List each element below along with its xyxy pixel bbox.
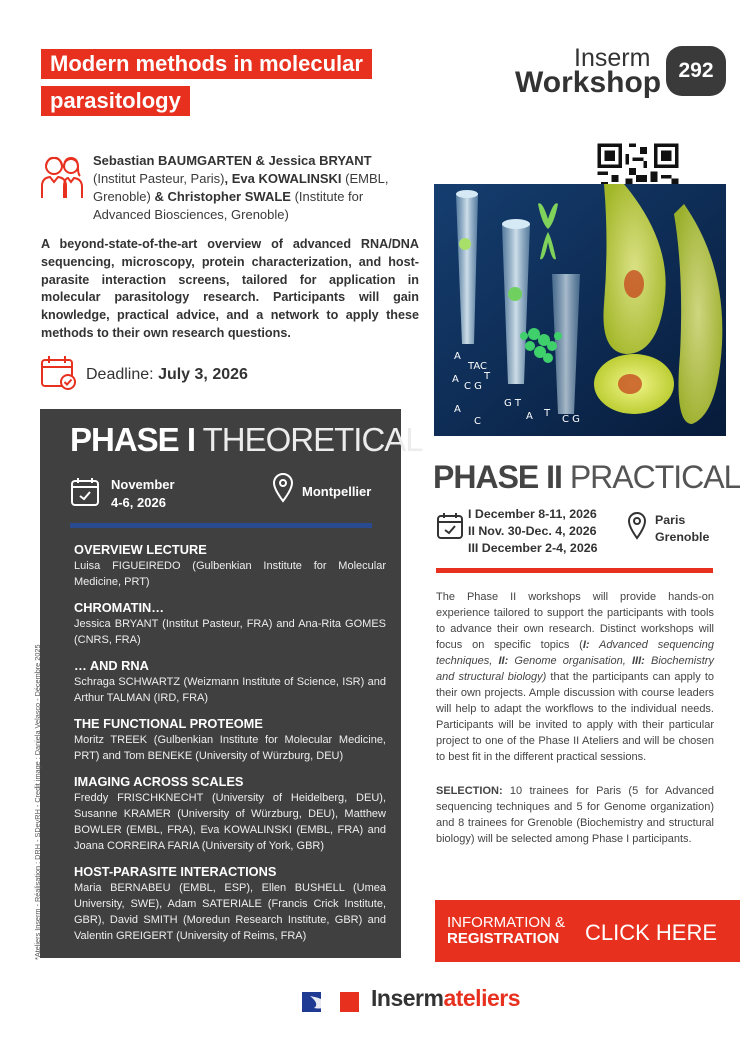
phase2-city-1: Paris (655, 513, 686, 527)
session-item (74, 863, 386, 944)
selection-label: SELECTION: (436, 785, 503, 797)
session-item (74, 715, 386, 764)
session-title: IMAGING ACROSS SCALES (74, 774, 244, 789)
session-title: … AND RNA (74, 658, 149, 673)
calendar-check-icon (40, 355, 78, 391)
topic-3-number: III: (631, 655, 645, 667)
authors-block (93, 152, 411, 224)
authors-1: Sebastian BAUMGARTEN & Jessica BRYANT (93, 153, 372, 168)
authors-1-affiliation: (Institut Pasteur, Paris) (93, 171, 225, 186)
click-here-label: CLICK HERE (585, 920, 718, 945)
inserm-ateliers-logo (371, 985, 520, 1012)
phase1-city: Montpellier (302, 484, 372, 499)
session-speakers: Moritz TREEK (Gulbenkian Institute for Molecular Medicine, PRT) and Tom BENEKE (University of Würzburg, DEU) (74, 734, 386, 762)
authors-3-affiliation: (Institute for Advanced Biosciences, Grenoble) (93, 189, 364, 222)
workshop-summary: A beyond-state-of-the-art overview of advanced RNA/DNA sequencing, microscopy, protein characterization, and host-parasite interaction screens, tailored for application in molecular parasitology research. Participants will gain knowledge, practical advice, and a network to apply these methods to their own research questions. (41, 237, 419, 340)
people-icon (40, 154, 84, 200)
session-title: THE FUNCTIONAL PROTEOME (74, 716, 263, 731)
svg-text:C: C (474, 416, 481, 427)
hero-illustration (434, 184, 726, 436)
deadline (86, 366, 248, 384)
svg-text:TAC: TAC (468, 361, 487, 372)
session-speakers: Freddy FRISCHKNECHT (University of Heidelberg, DEU), Susanne KRAMER (University of Würzburg, DEU), Matthew BOWLER (EMBL, FRA), Eva KOWALINSKI (EMBL, FRA) and Joana CORREIRA FARIA (University of York, GBR) (74, 792, 386, 852)
topic-1-number: I: (582, 639, 590, 651)
phase2-dates (468, 506, 598, 557)
phase2-cities (655, 512, 709, 546)
deadline-date: July 3, 2026 (158, 366, 248, 383)
calendar-check-icon (70, 477, 100, 507)
phase2-date-3: III December 2-4, 2026 (468, 541, 598, 555)
svg-text:C G: C G (562, 414, 580, 425)
deadline-label: Deadline: (86, 366, 154, 383)
topic-2-number: II: (498, 655, 509, 667)
svg-text:A: A (454, 404, 461, 415)
topic-1: Advanced sequencing techniques, (436, 639, 714, 667)
phase1-heading-bold: PHASE I (70, 421, 196, 458)
phase2-body-1: The Phase II workshops will provide hands-on experience tailored to support the participants with tools to advance their own research. Distinct workshops will focus on specific topics ( (436, 591, 714, 651)
session-title: OVERVIEW LECTURE (74, 542, 207, 557)
phase1-heading (70, 421, 423, 459)
workshop-number-badge: 292 (666, 46, 726, 96)
page-title-line-2: parasitology (41, 86, 190, 116)
selection-text: 10 trainees for Paris (5 for Advanced sequencing techniques and 5 for Genome organization) and 8 trainees for Grenoble (Biochemistry and structural biology) will be selected among Phase I participants. (436, 785, 714, 845)
session-item (74, 657, 386, 706)
phase2-date-2: II Nov. 30-Dec. 4, 2026 (468, 524, 597, 538)
authors-3: & Christopher SWALE (154, 189, 291, 204)
phase2-description (436, 589, 714, 765)
calendar-check-icon (436, 512, 464, 540)
svg-text:C G: C G (464, 381, 482, 392)
session-speakers: Schraga SCHWARTZ (Weizmann Institute of Science, ISR) and Arthur TALMAN (IRD, FRA) (74, 676, 386, 704)
session-title: CHROMATIN… (74, 600, 165, 615)
svg-text:T: T (544, 408, 551, 419)
phase2-selection (436, 783, 714, 847)
phase1-panel (40, 409, 423, 958)
registration-line-1: INFORMATION & (447, 914, 566, 931)
republic-flag-logo (302, 990, 360, 1014)
phase1-divider (70, 523, 372, 528)
phase2-heading-light: PRACTICAL (569, 459, 740, 495)
registration-line-2: REGISTRATION (447, 930, 560, 947)
phase2-body-2: that the participants can apply to their own projects. Ample discussion with course leaders will help to adapt the workflows to the individual needs. Participants will be invited to apply with their particular project to one of the Phase II Ateliers and will be chosen to best fit in the different practical sessions. (436, 671, 714, 763)
phase1-heading-light: THEORETICAL (202, 421, 423, 458)
svg-text:A: A (526, 411, 533, 422)
topic-2: Genome organisation, (508, 655, 632, 667)
authors-2: , Eva KOWALINSKI (224, 171, 342, 186)
brand-workshop: Workshop (515, 66, 662, 99)
svg-text:A: A (454, 351, 461, 362)
phase2-date-1: I December 8-11, 2026 (468, 507, 597, 521)
session-speakers: Jessica BRYANT (Institut Pasteur, FRA) and Ana-Rita GOMES (CNRS, FRA) (74, 618, 386, 646)
phase1-sessions (74, 541, 386, 953)
session-speakers: Maria BERNABEU (EMBL, ESP), Ellen BUSHELL (Umea University, SWE), Adam SATERIALE (Francis Crick Institute, GBR), David SMITH (Moredun Research Institute, GBR) and Valentin GREIGERT (University of Reims, FRA) (74, 882, 386, 942)
phase1-date-line-1: November (111, 477, 175, 492)
svg-text:T: T (484, 371, 491, 382)
brand-inserm: Inserm (574, 44, 651, 72)
phase2-heading-bold: PHASE II (433, 459, 562, 495)
svg-text:A: A (452, 374, 459, 385)
page-title-line-1: Modern methods in molecular (41, 49, 372, 79)
session-item (74, 599, 386, 648)
session-item (74, 541, 386, 590)
registration-button[interactable] (435, 900, 740, 962)
topic-3: Biochemistry and structural biology) (436, 655, 714, 683)
phase1-date-line-2: 4-6, 2026 (111, 495, 166, 510)
logo-inserm-text: Inserm (371, 985, 444, 1011)
image-credit: *Ateliers Inserm - Réalisation : DRH - SDevRH - Credit image : Daniela Velasco - Décembre 2025 (33, 644, 42, 960)
session-item (74, 773, 386, 854)
logo-ateliers-text: ateliers (443, 985, 520, 1011)
session-title: HOST-PARASITE INTERACTIONS (74, 864, 277, 879)
phase2-heading (433, 459, 740, 496)
location-pin-icon (272, 473, 294, 503)
location-pin-icon (627, 512, 647, 540)
session-speakers: Luisa FIGUEIREDO (Gulbenkian Institute for Molecular Medicine, PRT) (74, 560, 386, 588)
phase1-date (111, 476, 175, 512)
authors-2-affiliation: (EMBL, Grenoble) (93, 171, 389, 204)
phase2-city-2: Grenoble (655, 530, 710, 544)
phase2-divider (436, 568, 713, 573)
svg-text:G T: G T (504, 398, 522, 409)
